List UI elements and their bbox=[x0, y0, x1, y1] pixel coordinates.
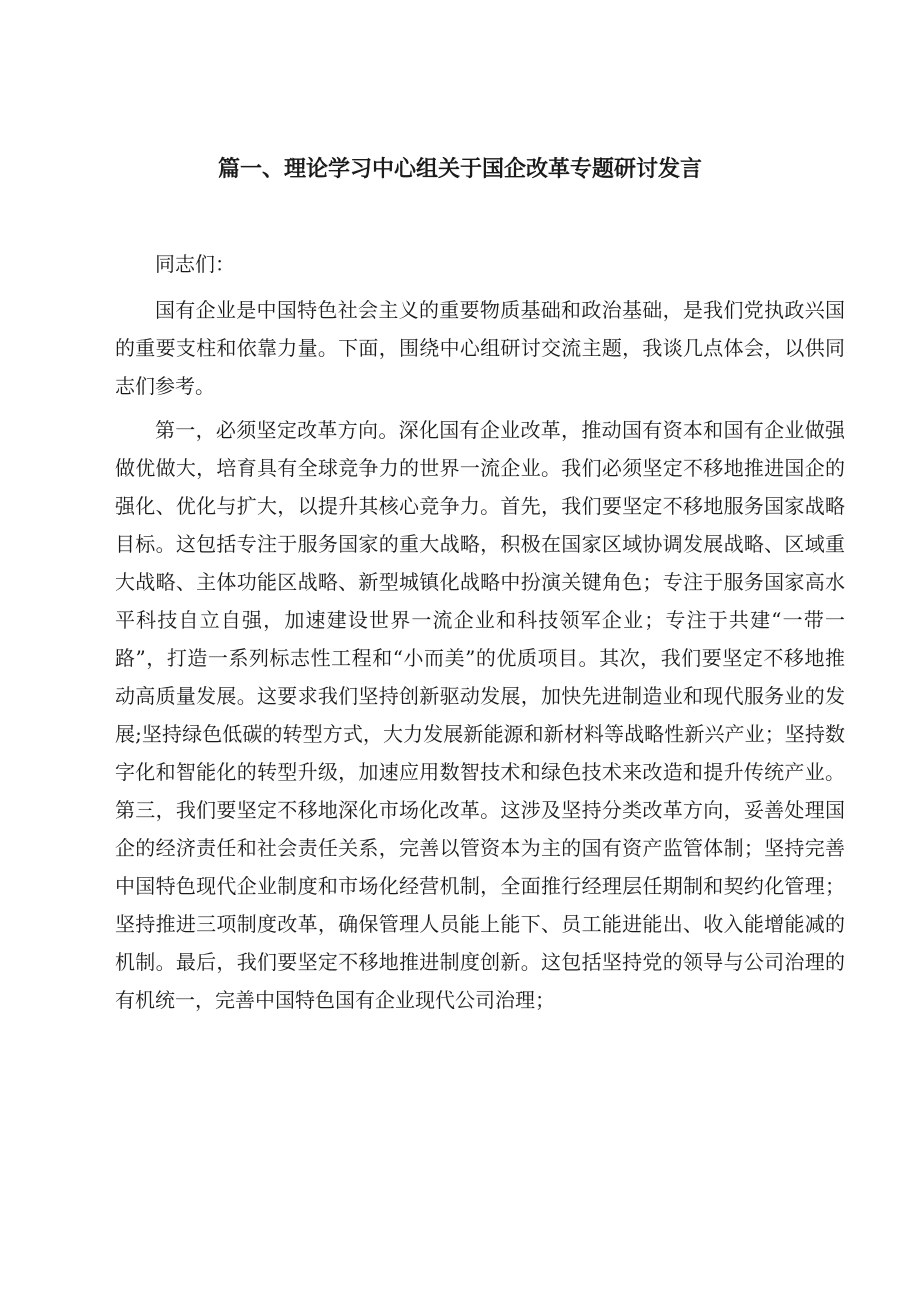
document-title: 篇一、理论学习中心组关于国企改革专题研讨发言 bbox=[217, 157, 702, 182]
salutation: 同志们： bbox=[155, 252, 235, 276]
document-body bbox=[115, 245, 845, 1025]
paragraph-first-point: 第一，必须坚定改革方向。深化国有企业改革，推动国有资本和国有企业做强做优做大，培育具有全球竞争力的世界一流企业。我们必须坚定不移地推进国企的强化、优化与扩大，以提升其核心竞争力。首先，我们要坚定不移地服务国家战略目标。这包括专注于服务国家的重大战略，积极在国家区域协调发展战略、区域重大战略、主体功能区战略、新型城镇化战略中扮演关键角色；专注于服务国家高水平科技自立自强，加速建设世界一流企业和科技领军企业；专注于共建“一带一路”，打造一系列标志性工程和“小而美”的优质项目。其次，我们要坚定不移地推动高质量发展。这要求我们坚持创新驱动发展，加快先进制造业和现代服务业的发展;坚持绿色低碳的转型方式，大力发展新能源和新材料等战略性新兴产业；坚持数字化和智能化的转型升级，加速应用数智技术和绿色技术来改造和提升传统产业。第三，我们要坚定不移地深化市场化改革。这涉及坚持分类改革方向，妥善处理国企的经济责任和社会责任关系，完善以管资本为主的国有资产监管体制；坚持完善中国特色现代企业制度和市场化经营机制，全面推行经理层任期制和契约化管理；坚持推进三项制度改革，确保管理人员能上能下、员工能进能出、收入能增能减的机制。最后，我们要坚定不移地推进制度创新。这包括坚持党的领导与公司治理的有机统一，完善中国特色国有企业现代公司治理； bbox=[115, 418, 845, 1012]
paragraph-intro: 国有企业是中国特色社会主义的重要物质基础和政治基础，是我们党执政兴国的重要支柱和依靠力量。下面，围绕中心组研讨交流主题，我谈几点体会，以供同志们参考。 bbox=[115, 298, 845, 398]
